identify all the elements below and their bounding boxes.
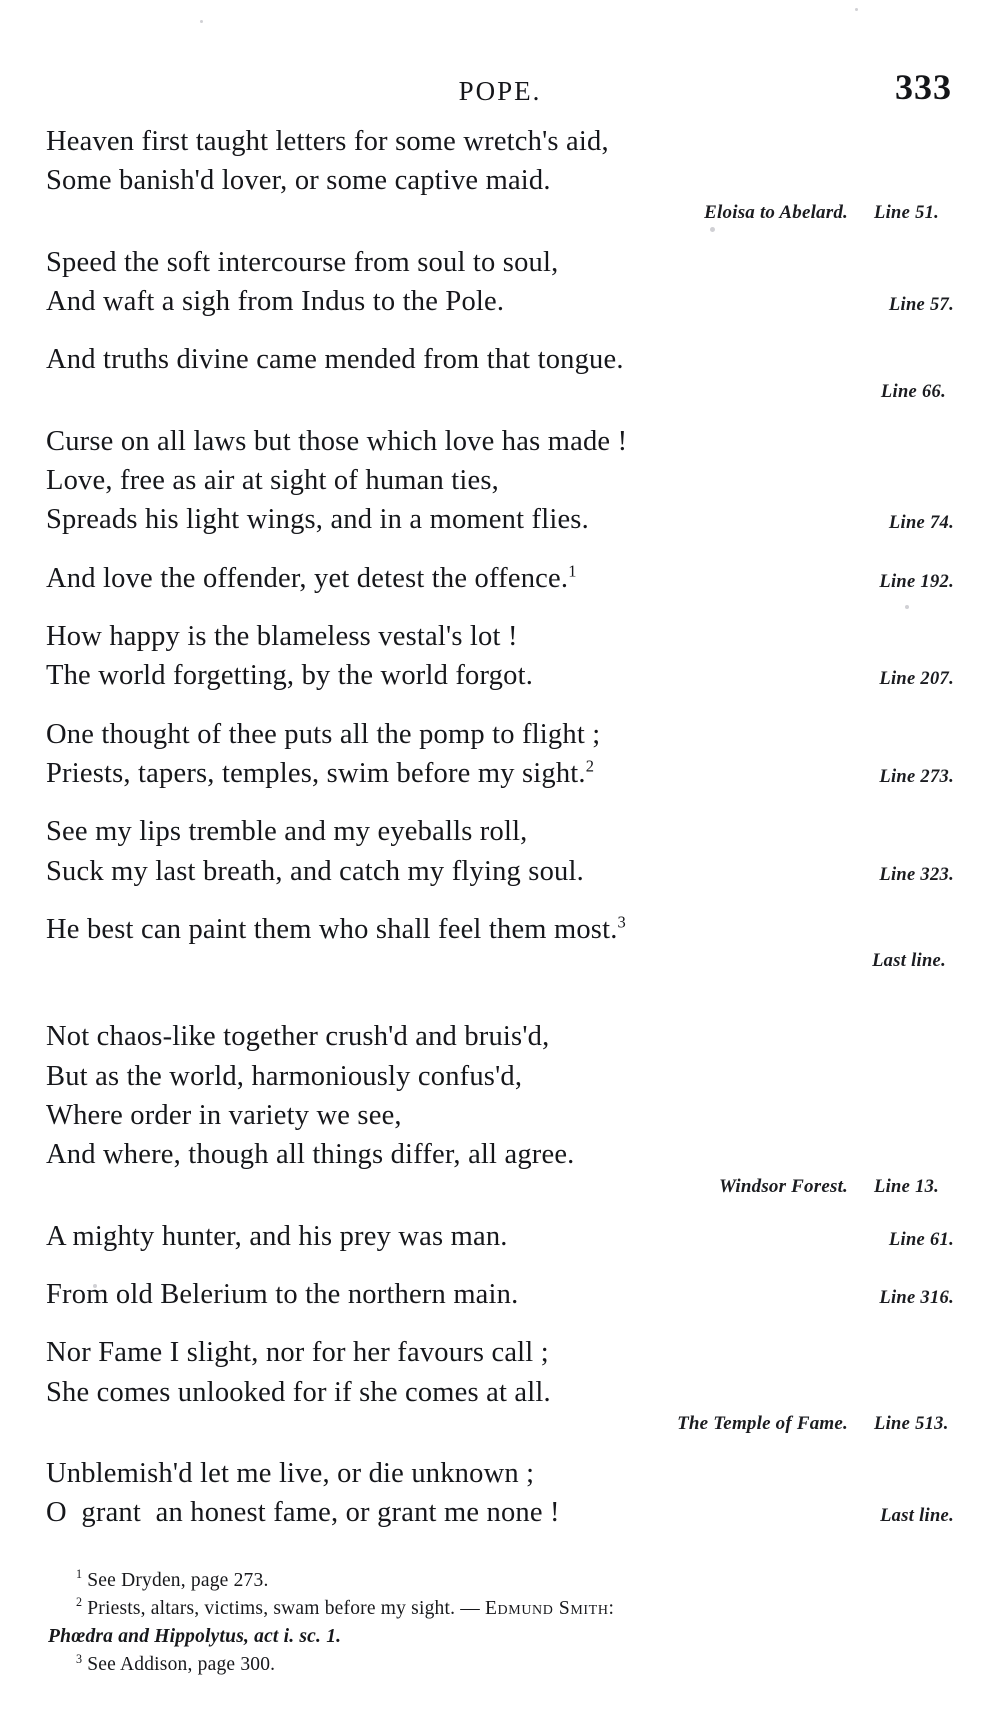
- line-reference: Last line.: [880, 1506, 954, 1527]
- quote-block: [42, 422, 962, 540]
- verse-row: [42, 1493, 962, 1532]
- quote-block: [42, 1333, 962, 1435]
- line-reference: Line 192.: [879, 571, 954, 592]
- line-reference: Line 74.: [888, 513, 954, 534]
- verse-line: See my lips tremble and my eyeballs roll,: [46, 816, 528, 848]
- page-header: [38, 40, 962, 110]
- source-title: Windsor Forest.: [719, 1175, 848, 1197]
- verse-line: Speed the soft intercourse from soul to soul,: [46, 246, 559, 278]
- footnote-item: [48, 1651, 956, 1679]
- verse-line: Love, free as air at sight of human ties,: [46, 464, 499, 496]
- reference-line: [42, 202, 962, 224]
- footnote-marker: 2: [585, 756, 595, 776]
- verse-text: And love the offender, yet detest the offence.: [46, 562, 569, 594]
- reference-line: [42, 382, 962, 403]
- verse-line: Nor Fame I slight, nor for her favours call ;: [46, 1337, 549, 1369]
- footnote-text: See Addison, page 300.: [87, 1654, 276, 1676]
- verse-line: Where order in variety we see,: [46, 1099, 402, 1131]
- source-title: Eloisa to Abelard.: [704, 201, 848, 223]
- page-body: [38, 122, 962, 1680]
- line-reference: Line 51.: [874, 202, 940, 223]
- verse-row: [42, 559, 962, 598]
- verse-line: Not chaos-like together crush'd and bruis'd,: [46, 1021, 550, 1053]
- verse-line: [42, 559, 828, 598]
- verse-line: Some banish'd lover, or some captive maid.: [46, 165, 551, 197]
- line-reference: Line 316.: [879, 1287, 954, 1308]
- verse-line: From old Belerium to the northern main.: [46, 1278, 519, 1310]
- quote-block: [42, 1017, 962, 1197]
- quote-block: [42, 910, 962, 972]
- line-reference: Last line.: [872, 951, 946, 972]
- footnote-text: Priests, altars, victims, swam before my sight. —: [87, 1597, 486, 1619]
- quote-block: [42, 1454, 962, 1533]
- verse-line: Spreads his light wings, and in a moment flies.: [46, 504, 589, 536]
- verse-row: [42, 754, 962, 793]
- footnote-work-title: Phœdra and Hippolytus, act i. sc. 1.: [48, 1626, 342, 1648]
- verse-row: [42, 282, 962, 321]
- verse-line: And waft a sigh from Indus to the Pole.: [46, 285, 505, 317]
- paper-speck: [200, 20, 203, 23]
- line-reference: Line 61.: [888, 1229, 954, 1250]
- quote-block: [42, 715, 962, 794]
- verse-text: He best can paint them who shall feel them most.: [46, 913, 618, 945]
- line-reference: Line 13.: [874, 1176, 940, 1197]
- quote-block: [42, 122, 962, 224]
- verse-line: O grant an honest fame, or grant me none !: [46, 1497, 560, 1529]
- verse-line: How happy is the blameless vestal's lot !: [46, 620, 518, 652]
- verse-line: A mighty hunter, and his prey was man.: [46, 1220, 508, 1252]
- quote-block: [42, 1275, 962, 1314]
- verse-text: Priests, tapers, temples, swim before my sight.: [46, 757, 586, 789]
- footnote-marker: 2: [76, 1595, 83, 1610]
- verse-line: And where, though all things differ, all agree.: [46, 1139, 575, 1171]
- reference-line: [42, 951, 962, 972]
- line-reference: Line 513.: [874, 1413, 949, 1434]
- footnote-marker: 3: [76, 1651, 83, 1666]
- quote-block: [42, 340, 962, 402]
- paper-speck: [710, 227, 715, 232]
- quote-block: [42, 243, 962, 322]
- verse-row: [42, 500, 962, 539]
- line-reference: Line 273.: [879, 766, 954, 787]
- verse-line: She comes unlooked for if she comes at all.: [46, 1376, 551, 1408]
- quote-block: [42, 812, 962, 891]
- verse-line: The world forgetting, by the world forgot.: [46, 660, 534, 692]
- footnote-author: Edmund Smith:: [485, 1597, 615, 1619]
- line-reference: Line 207.: [879, 669, 954, 690]
- reference-line: [42, 1413, 962, 1435]
- footnotes: [42, 1567, 962, 1680]
- quote-block: [42, 559, 962, 598]
- verse-line: [42, 910, 962, 949]
- verse-row: [42, 1275, 962, 1314]
- verse-line: One thought of thee puts all the pomp to flight ;: [46, 718, 601, 750]
- paper-speck: [905, 605, 909, 609]
- section-gap: [42, 991, 962, 1017]
- footnote-marker: 1: [76, 1567, 83, 1582]
- verse-line: And truths divine came mended from that tongue.: [46, 344, 624, 376]
- paper-speck: [855, 8, 858, 11]
- verse-line: Heaven first taught letters for some wretch's aid,: [46, 126, 609, 157]
- page-number: 333: [895, 67, 952, 107]
- verse-row: [42, 656, 962, 695]
- footnote-text: See Dryden, page 273.: [87, 1569, 269, 1591]
- verse-row: [42, 1217, 962, 1256]
- verse-line: Curse on all laws but those which love has made !: [46, 425, 628, 457]
- verse-line: Suck my last breath, and catch my flying soul.: [46, 855, 584, 887]
- source-title: The Temple of Fame.: [677, 1412, 848, 1434]
- footnote-marker: 1: [568, 561, 577, 581]
- running-head-title: POPE.: [458, 76, 542, 106]
- line-reference: Line 66.: [880, 381, 946, 402]
- footnote-marker: 3: [617, 912, 627, 932]
- footnote-item: [48, 1567, 956, 1595]
- verse-line: But as the world, harmoniously confus'd,: [46, 1060, 523, 1092]
- line-reference: Line 323.: [879, 864, 954, 885]
- quote-block: [42, 1217, 962, 1256]
- reference-line: [42, 1176, 962, 1198]
- verse-row: [42, 852, 962, 891]
- footnote-item: [48, 1595, 956, 1623]
- quote-block: [42, 617, 962, 696]
- footnote-item-continued: [48, 1623, 956, 1651]
- verse-line: Unblemish'd let me live, or die unknown ;: [46, 1457, 535, 1489]
- verse-line: [42, 754, 828, 793]
- line-reference: Line 57.: [888, 294, 954, 315]
